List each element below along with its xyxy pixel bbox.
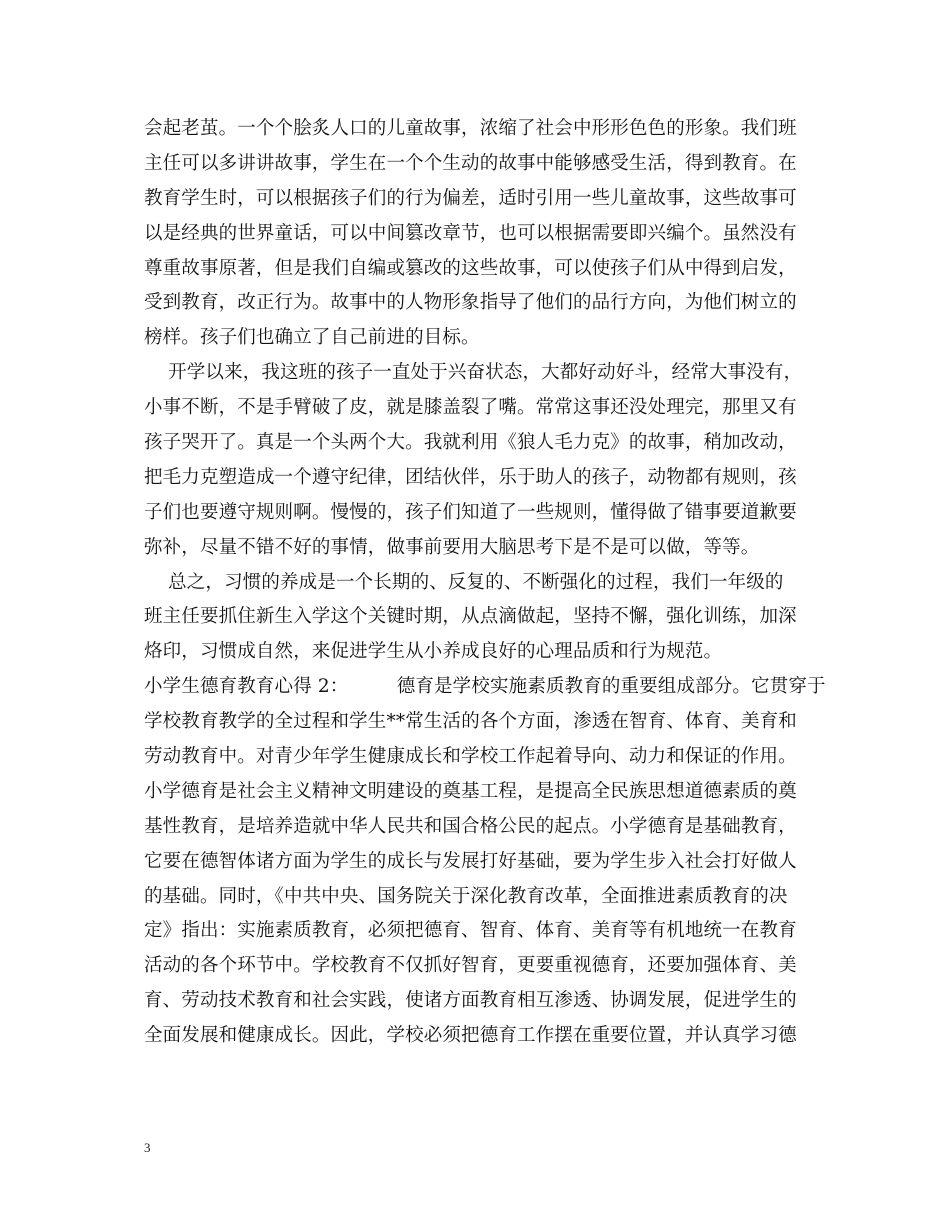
text-line: 小学德育是社会主义精神文明建设的奠基工程，是提高全民族思想道德素质的奠 — [144, 780, 797, 802]
text-line: 定》指出：实施素质教育，必须把德育、智育、体育、美育等有机地统一在教育 — [144, 920, 797, 942]
text-line: 基性教育，是培养造就中华人民共和国合格公民的起点。小学德育是基础教育， — [144, 815, 797, 837]
text-line: 尊重故事原著，但是我们自编或篡改的这些故事，可以使孩子们从中得到启发， — [144, 257, 797, 279]
text-line: 把毛力克塑造成一个遵守纪律，团结伙伴，乐于助人的孩子，动物都有规则，孩 — [144, 466, 797, 488]
text-line: 小事不断，不是手臂破了皮，就是膝盖裂了嘴。常常这事还没处理完，那里又有 — [144, 397, 797, 419]
text-line: 主任可以多讲讲故事，学生在一个个生动的故事中能够感受生活，得到教育。在 — [144, 152, 797, 174]
text-line: 学校教育教学的全过程和学生**常生活的各个方面，渗透在智育、体育、美育和 — [144, 711, 797, 733]
text-line: 开学以来，我这班的孩子一直处于兴奋状态，大都好动好斗，经常大事没有， — [144, 362, 803, 384]
page-number: 3 — [144, 1140, 151, 1155]
body-text — [144, 112, 826, 1054]
text-line: 劳动教育中。对青少年学生健康成长和学校工作起着导向、动力和保证的作用。 — [144, 746, 797, 768]
text-line: 教育学生时，可以根据孩子们的行为偏差，适时引用一些儿童故事，这些故事可 — [144, 187, 797, 209]
text-line: 班主任要抓住新生入学这个关键时期，从点滴做起，坚持不懈，强化训练，加深 — [144, 606, 797, 628]
text-line: 的基础。同时，《中共中央、国务院关于深化教育改革，全面推进素质教育的决 — [144, 885, 788, 907]
text-line: 活动的各个环节中。学校教育不仅抓好智育，更要重视德育，还要加强体育、美 — [144, 955, 797, 977]
text-line: 孩子哭开了。真是一个头两个大。我就利用《狼人毛力克》的故事，稍加改动， — [144, 432, 797, 454]
text-line: 榜样。孩子们也确立了自己前进的目标。 — [144, 327, 480, 349]
section-heading-line: 小学生德育教育心得 2： 德育是学校实施素质教育的重要组成部分。它贯穿于 — [144, 676, 826, 698]
text-line: 受到教育，改正行为。故事中的人物形象指导了他们的品行方向，为他们树立的 — [144, 292, 797, 314]
text-line: 全面发展和健康成长。因此，学校必须把德育工作摆在重要位置，并认真学习德 — [144, 1025, 797, 1047]
text-line: 以是经典的世界童话，可以中间篡改章节，也可以根据需要即兴编个。虽然没有 — [144, 222, 797, 244]
text-line: 它要在德智体诸方面为学生的成长与发展打好基础，要为学生步入社会打好做人 — [144, 850, 797, 872]
text-line: 子们也要遵守规则啊。慢慢的，孩子们知道了一些规则，懂得做了错事要道歉要 — [144, 501, 797, 523]
text-line: 弥补，尽量不错不好的事情，做事前要用大脑思考下是不是可以做，等等。 — [144, 536, 760, 558]
text-line: 烙印，习惯成自然，来促进学生从小养成良好的心理品质和行为规范。 — [144, 641, 723, 663]
text-line: 育、劳动技术教育和社会实践，使诸方面教育相互渗透、协调发展，促进学生的 — [144, 990, 797, 1012]
text-line: 总之，习惯的养成是一个长期的、反复的、不断强化的过程，我们一年级的 — [144, 571, 784, 593]
text-line: 会起老茧。一个个脍炙人口的儿童故事，浓缩了社会中形形色色的形象。我们班 — [144, 118, 797, 139]
